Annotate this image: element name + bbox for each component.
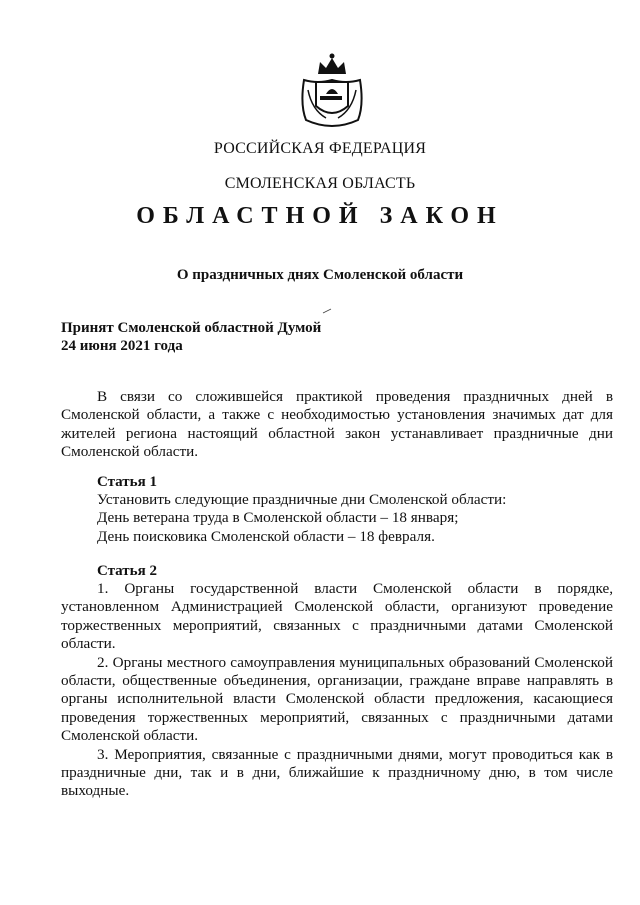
article-1-line: Установить следующие праздничные дни Смоленской области: [97, 491, 507, 508]
state-name: РОССИЙСКАЯ ФЕДЕРАЦИЯ [213, 140, 427, 157]
article-1-heading: Статья 1 [97, 474, 157, 490]
law-type-heading: ОБЛАСТНОЙ ЗАКОН [136, 203, 504, 229]
article-2-heading: Статья 2 [97, 563, 157, 579]
article-2-paragraph: 2. Органы местного самоуправления муниципальных образований Смоленской области, общественные объединения, организации, граждане вправе направлять в органы исполнительной власти Смоленской области предложения, касающиеся проведения торжественных мероприятий, связанных с праздничными датами Смоленской области. [61, 653, 613, 745]
pen-mark [322, 308, 332, 314]
article-2-paragraph: 3. Мероприятия, связанные с праздничными днями, могут проводиться как в праздничные дни, так и в дни, ближайшие к праздничному дню, в том числе выходные. [61, 745, 613, 800]
adoption-date: 24 июня 2021 года [61, 338, 183, 354]
adoption-body: Принят Смоленской областной Думой [61, 320, 322, 336]
article-2-paragraph: 1. Органы государственной власти Смоленской области в порядке, установленном Администрацией Смоленской области, организуют проведение торжественных мероприятий, связанных с праздничными датами Смоленской области. [61, 580, 613, 653]
article-1-line: День поисковика Смоленской области – 18 февраля. [97, 527, 435, 545]
preamble-text: В связи со сложившейся практикой проведения праздничных дней в Смоленской области, а также с необходимостью установления значимых дат для жителей региона настоящий областной закон устанавливает праздничные дни Смоленской области. [61, 388, 613, 461]
law-title: О праздничных днях Смоленской области [176, 267, 464, 283]
article-2-body [61, 580, 613, 801]
article-1-body [97, 491, 506, 546]
adoption-info [61, 319, 321, 355]
article-1-line: День ветерана труда в Смоленской области – 18 января; [97, 509, 459, 527]
coat-of-arms-emblem [296, 50, 368, 130]
preamble [61, 388, 613, 462]
region-name: СМОЛЕНСКАЯ ОБЛАСТЬ [224, 175, 416, 192]
